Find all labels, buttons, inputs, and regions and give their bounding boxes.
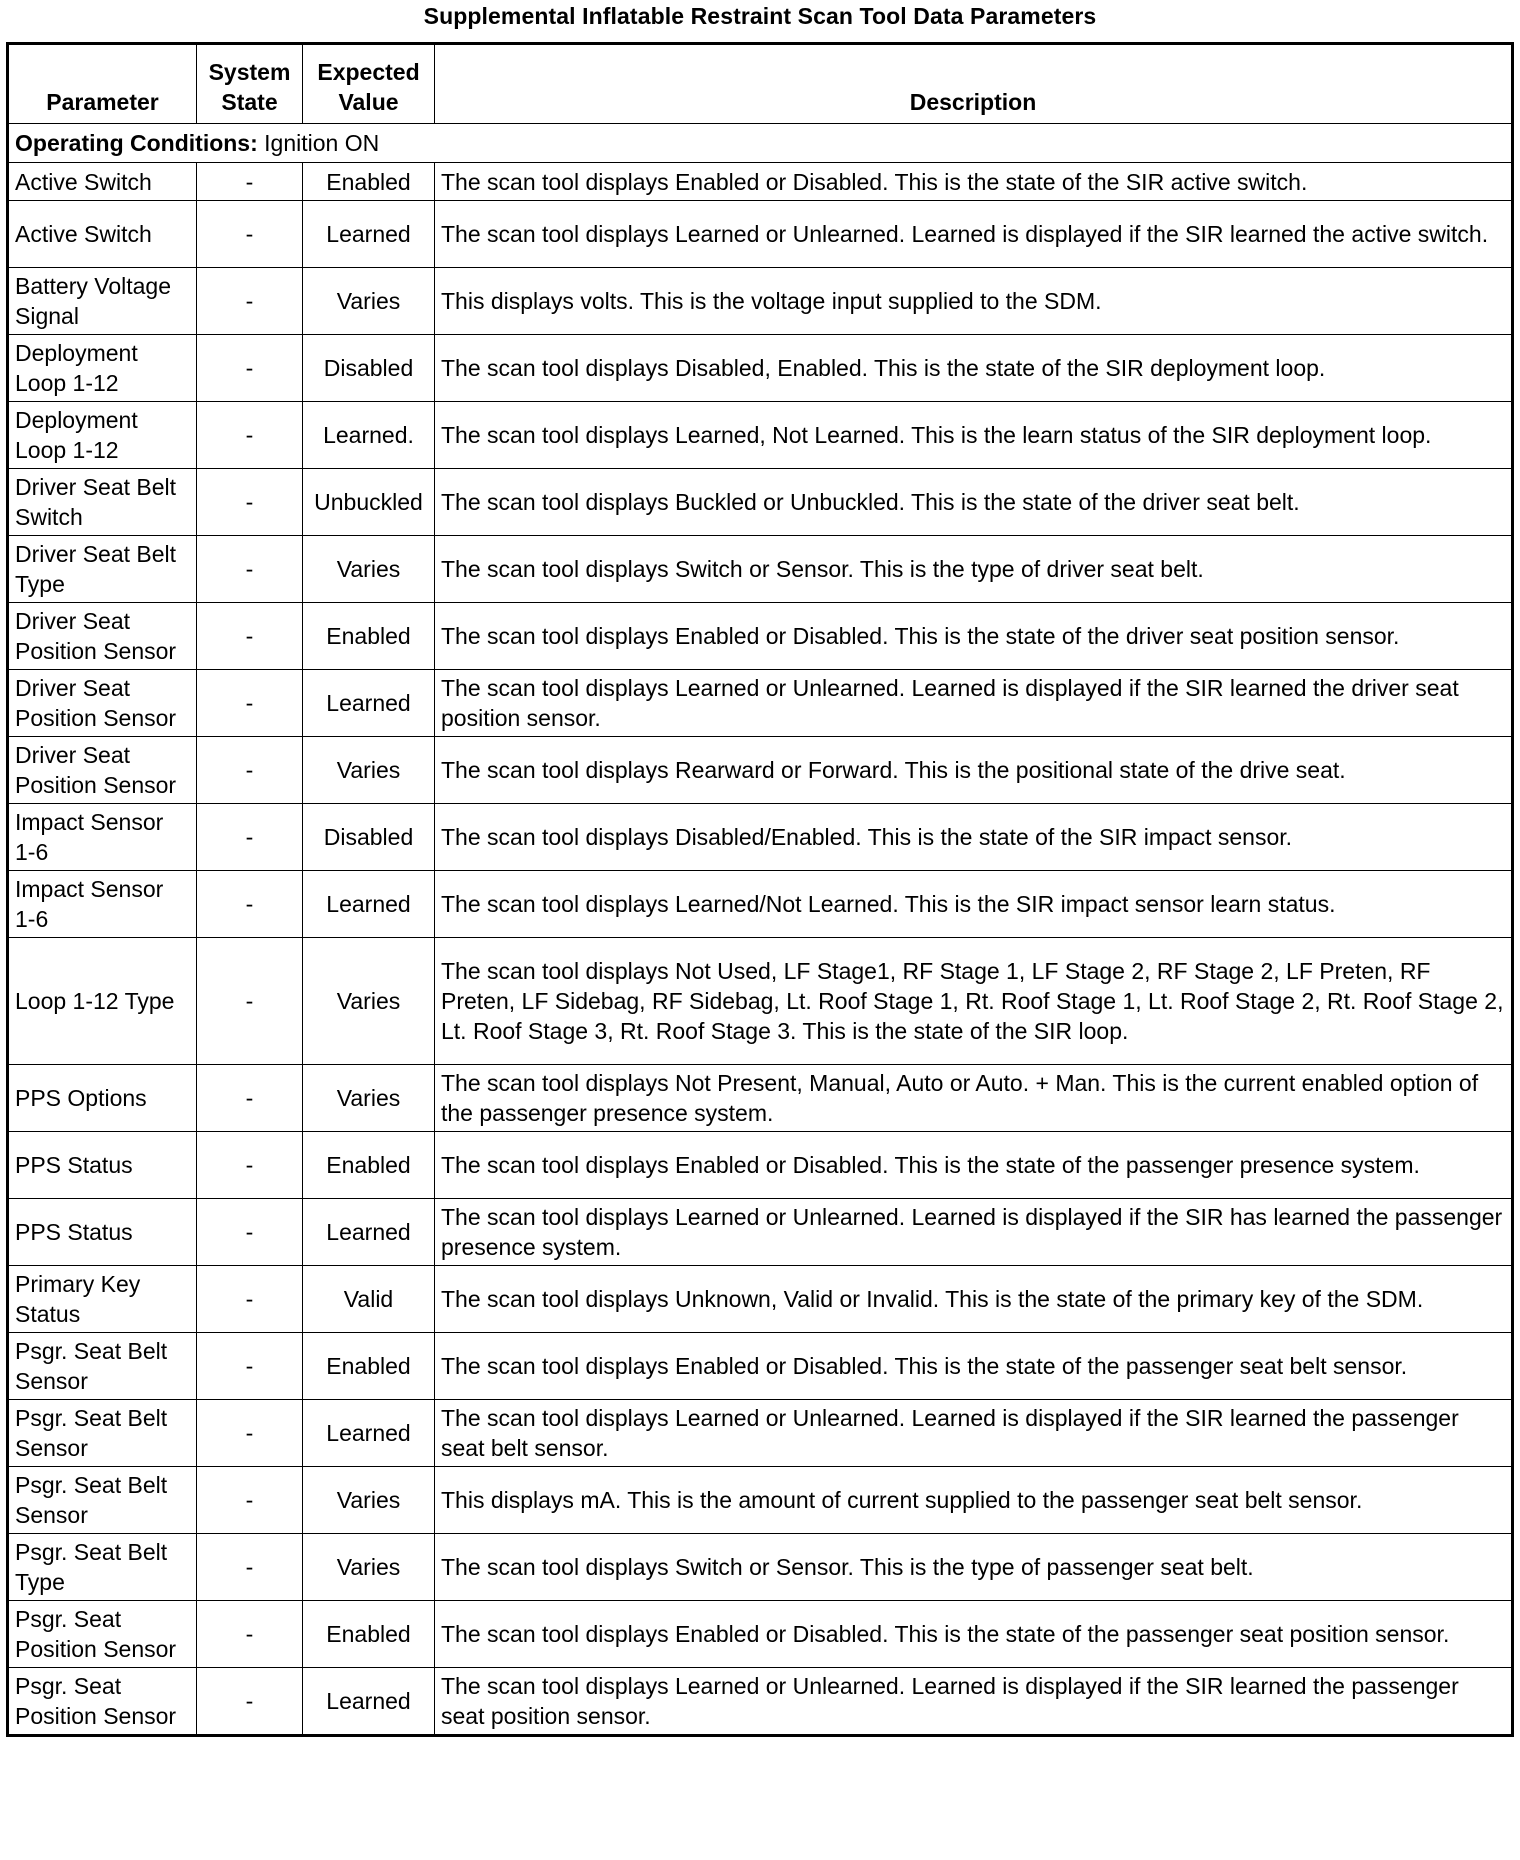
operating-conditions-row <box>8 124 1513 163</box>
expected-value-cell: Varies <box>303 938 435 1065</box>
header-expected-value: Expected Value <box>303 44 435 124</box>
header-parameter: Parameter <box>8 44 197 124</box>
system-state-cell: - <box>197 536 303 603</box>
table-row <box>8 268 1513 335</box>
system-state-cell: - <box>197 1467 303 1534</box>
description-cell: The scan tool displays Disabled, Enabled. This is the state of the SIR deployment loop. <box>435 335 1513 402</box>
table-row <box>8 536 1513 603</box>
parameter-cell: Psgr. Seat Position Sensor <box>8 1668 197 1736</box>
expected-value-cell: Valid <box>303 1266 435 1333</box>
operating-conditions-label: Operating Conditions: <box>15 130 258 156</box>
parameter-cell: PPS Status <box>8 1199 197 1266</box>
table-row <box>8 804 1513 871</box>
parameter-cell: PPS Status <box>8 1132 197 1199</box>
table-row <box>8 1333 1513 1400</box>
table-row <box>8 938 1513 1065</box>
header-system-state: System State <box>197 44 303 124</box>
system-state-cell: - <box>197 469 303 536</box>
system-state-cell: - <box>197 670 303 737</box>
description-cell: The scan tool displays Buckled or Unbuckled. This is the state of the driver seat belt. <box>435 469 1513 536</box>
expected-value-cell: Enabled <box>303 1333 435 1400</box>
parameter-cell: Psgr. Seat Position Sensor <box>8 1601 197 1668</box>
system-state-cell: - <box>197 1333 303 1400</box>
parameter-cell: Impact Sensor 1-6 <box>8 871 197 938</box>
header-description: Description <box>435 44 1513 124</box>
table-row <box>8 737 1513 804</box>
table-row <box>8 1266 1513 1333</box>
description-cell: The scan tool displays Learned/Not Learned. This is the SIR impact sensor learn status. <box>435 871 1513 938</box>
table-header-row <box>8 44 1513 124</box>
table-row <box>8 402 1513 469</box>
parameter-cell: Deployment Loop 1-12 <box>8 402 197 469</box>
expected-value-cell: Learned <box>303 201 435 268</box>
description-cell: The scan tool displays Unknown, Valid or Invalid. This is the state of the primary key of the SDM. <box>435 1266 1513 1333</box>
parameter-cell: Driver Seat Belt Switch <box>8 469 197 536</box>
table-row <box>8 670 1513 737</box>
parameter-cell: Driver Seat Belt Type <box>8 536 197 603</box>
description-cell: The scan tool displays Disabled/Enabled. This is the state of the SIR impact sensor. <box>435 804 1513 871</box>
expected-value-cell: Varies <box>303 1534 435 1601</box>
table-row <box>8 1400 1513 1467</box>
parameter-cell: Psgr. Seat Belt Sensor <box>8 1467 197 1534</box>
expected-value-cell: Learned <box>303 1400 435 1467</box>
expected-value-cell: Unbuckled <box>303 469 435 536</box>
system-state-cell: - <box>197 1601 303 1668</box>
expected-value-cell: Disabled <box>303 335 435 402</box>
parameter-cell: Impact Sensor 1-6 <box>8 804 197 871</box>
system-state-cell: - <box>197 268 303 335</box>
description-cell: The scan tool displays Not Present, Manual, Auto or Auto. + Man. This is the current enabled option of the passenger presence system. <box>435 1065 1513 1132</box>
document-title: Supplemental Inflatable Restraint Scan Tool Data Parameters <box>423 3 1097 29</box>
description-cell: The scan tool displays Learned or Unlearned. Learned is displayed if the SIR learned the passenger seat belt sensor. <box>435 1400 1513 1467</box>
expected-value-cell: Enabled <box>303 603 435 670</box>
description-cell: The scan tool displays Enabled or Disabled. This is the state of the SIR active switch. <box>435 163 1513 201</box>
system-state-cell: - <box>197 1199 303 1266</box>
system-state-cell: - <box>197 1534 303 1601</box>
table-row <box>8 1132 1513 1199</box>
system-state-cell: - <box>197 1668 303 1736</box>
expected-value-cell: Enabled <box>303 1132 435 1199</box>
parameter-cell: Psgr. Seat Belt Type <box>8 1534 197 1601</box>
parameter-cell: Primary Key Status <box>8 1266 197 1333</box>
system-state-cell: - <box>197 1065 303 1132</box>
description-cell: The scan tool displays Switch or Sensor. This is the type of driver seat belt. <box>435 536 1513 603</box>
description-cell: The scan tool displays Learned or Unlearned. Learned is displayed if the SIR has learned the passenger presence system. <box>435 1199 1513 1266</box>
table-row <box>8 1534 1513 1601</box>
parameter-cell: Psgr. Seat Belt Sensor <box>8 1400 197 1467</box>
expected-value-cell: Varies <box>303 268 435 335</box>
description-cell: The scan tool displays Learned or Unlearned. Learned is displayed if the SIR learned the passenger seat position sensor. <box>435 1668 1513 1736</box>
system-state-cell: - <box>197 1400 303 1467</box>
expected-value-cell: Learned <box>303 670 435 737</box>
system-state-cell: - <box>197 402 303 469</box>
expected-value-cell: Learned <box>303 1668 435 1736</box>
table-row <box>8 1601 1513 1668</box>
expected-value-cell: Enabled <box>303 1601 435 1668</box>
parameter-cell: Driver Seat Position Sensor <box>8 603 197 670</box>
parameter-cell: Driver Seat Position Sensor <box>8 670 197 737</box>
description-cell: The scan tool displays Enabled or Disabled. This is the state of the passenger seat belt sensor. <box>435 1333 1513 1400</box>
table-row <box>8 603 1513 670</box>
parameter-cell: Loop 1-12 Type <box>8 938 197 1065</box>
expected-value-cell: Disabled <box>303 804 435 871</box>
parameter-cell: PPS Options <box>8 1065 197 1132</box>
operating-conditions-value: Ignition ON <box>257 130 380 156</box>
expected-value-cell: Varies <box>303 1065 435 1132</box>
system-state-cell: - <box>197 335 303 402</box>
parameter-cell: Deployment Loop 1-12 <box>8 335 197 402</box>
description-cell: The scan tool displays Learned, Not Learned. This is the learn status of the SIR deployment loop. <box>435 402 1513 469</box>
description-cell: This displays mA. This is the amount of current supplied to the passenger seat belt sensor. <box>435 1467 1513 1534</box>
system-state-cell: - <box>197 871 303 938</box>
parameter-cell: Driver Seat Position Sensor <box>8 737 197 804</box>
description-cell: The scan tool displays Learned or Unlearned. Learned is displayed if the SIR learned the driver seat position sensor. <box>435 670 1513 737</box>
table-row <box>8 1065 1513 1132</box>
parameter-cell: Battery Voltage Signal <box>8 268 197 335</box>
expected-value-cell: Learned <box>303 871 435 938</box>
system-state-cell: - <box>197 804 303 871</box>
parameters-table <box>6 42 1514 1737</box>
table-row <box>8 1199 1513 1266</box>
system-state-cell: - <box>197 201 303 268</box>
system-state-cell: - <box>197 603 303 670</box>
description-cell: The scan tool displays Learned or Unlearned. Learned is displayed if the SIR learned the active switch. <box>435 201 1513 268</box>
description-cell: The scan tool displays Enabled or Disabled. This is the state of the passenger presence system. <box>435 1132 1513 1199</box>
system-state-cell: - <box>197 938 303 1065</box>
table-row <box>8 871 1513 938</box>
table-row <box>8 335 1513 402</box>
table-row <box>8 163 1513 201</box>
table-row <box>8 469 1513 536</box>
description-cell: The scan tool displays Enabled or Disabled. This is the state of the driver seat position sensor. <box>435 603 1513 670</box>
description-cell: The scan tool displays Not Used, LF Stage1, RF Stage 1, LF Stage 2, RF Stage 2, LF Preten, RF Preten, LF Sidebag, RF Sidebag, Lt. Roof Stage 1, Rt. Roof Stage 1, Lt. Roof Stage 2, Rt. Roof Stage 2, Lt. Roof Stage 3, Rt. Roof Stage 3. This is the state of the SIR loop. <box>435 938 1513 1065</box>
description-cell: This displays volts. This is the voltage input supplied to the SDM. <box>435 268 1513 335</box>
system-state-cell: - <box>197 163 303 201</box>
table-row <box>8 1467 1513 1534</box>
expected-value-cell: Varies <box>303 737 435 804</box>
table-row <box>8 1668 1513 1736</box>
operating-conditions-cell <box>8 124 1513 163</box>
system-state-cell: - <box>197 1266 303 1333</box>
system-state-cell: - <box>197 737 303 804</box>
parameter-cell: Psgr. Seat Belt Sensor <box>8 1333 197 1400</box>
expected-value-cell: Enabled <box>303 163 435 201</box>
expected-value-cell: Learned. <box>303 402 435 469</box>
parameter-cell: Active Switch <box>8 163 197 201</box>
table-row <box>8 201 1513 268</box>
description-cell: The scan tool displays Enabled or Disabled. This is the state of the passenger seat position sensor. <box>435 1601 1513 1668</box>
expected-value-cell: Learned <box>303 1199 435 1266</box>
description-cell: The scan tool displays Switch or Sensor. This is the type of passenger seat belt. <box>435 1534 1513 1601</box>
parameter-cell: Active Switch <box>8 201 197 268</box>
system-state-cell: - <box>197 1132 303 1199</box>
expected-value-cell: Varies <box>303 1467 435 1534</box>
description-cell: The scan tool displays Rearward or Forward. This is the positional state of the drive seat. <box>435 737 1513 804</box>
expected-value-cell: Varies <box>303 536 435 603</box>
